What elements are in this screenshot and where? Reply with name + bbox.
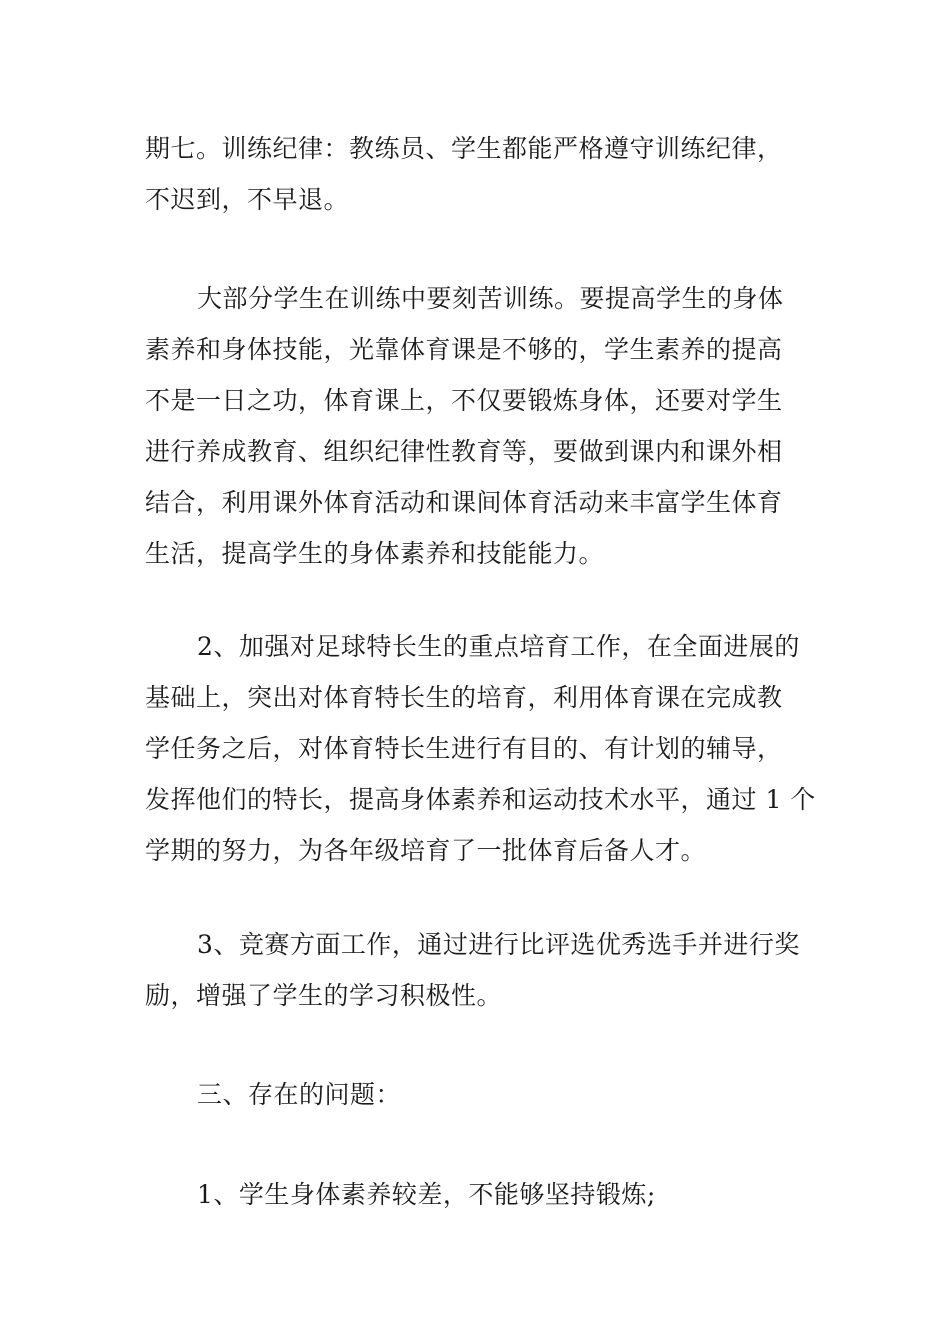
paragraph-line: 大部分学生在训练中要刻苦训练。要提高学生的身体 (197, 284, 784, 313)
paragraph-line: 生活，提高学生的身体素养和技能能力。 (145, 539, 605, 568)
paragraph-line: 发挥他们的特长，提高身体素养和运动技术水平，通过 1 个 (145, 785, 816, 814)
paragraph-line: 不是一日之功，体育课上，不仅要锻炼身体，还要对学生 (145, 386, 783, 415)
paragraph-line: 素养和身体技能，光靠体育课是不够的，学生素养的提高 (145, 335, 783, 364)
paragraph-line: 进行养成教育、组织纪律性教育等，要做到课内和课外相 (145, 437, 783, 466)
paragraph-line: 不迟到，不早退。 (145, 185, 350, 214)
paragraph-hard-training (145, 273, 807, 579)
heading-line: 三、存在的问题： (197, 1080, 402, 1109)
paragraph-line: 励，增强了学生的学习积极性。 (145, 981, 503, 1010)
paragraph-item-2-specialty-students (145, 621, 816, 876)
paragraph-line: 期七。训练纪律：教练员、学生都能严格遵守训练纪律， (145, 134, 783, 163)
paragraph-line: 学任务之后，对体育特长生进行有目的、有计划的辅导， (145, 734, 783, 763)
paragraph-line: 基础上，突出对体育特长生的培育，利用体育课在完成教 (145, 683, 783, 712)
paragraph-line: 1、学生身体素养较差，不能够坚持锻炼; (197, 1180, 656, 1209)
section-heading-problems (145, 1069, 807, 1120)
paragraph-item-3-competition (145, 919, 807, 1021)
paragraph-line: 2、加强对足球特长生的重点培育工作，在全面进展的 (197, 632, 800, 661)
paragraph-line: 3、竞赛方面工作，通过进行比评选优秀选手并进行奖 (197, 930, 800, 959)
paragraph-line: 学期的努力，为各年级培育了一批体育后备人才。 (145, 836, 707, 865)
paragraph-problem-1 (145, 1169, 807, 1220)
paragraph-line: 结合，利用课外体育活动和课间体育活动来丰富学生体育 (145, 488, 783, 517)
paragraph-training-discipline (145, 123, 807, 225)
